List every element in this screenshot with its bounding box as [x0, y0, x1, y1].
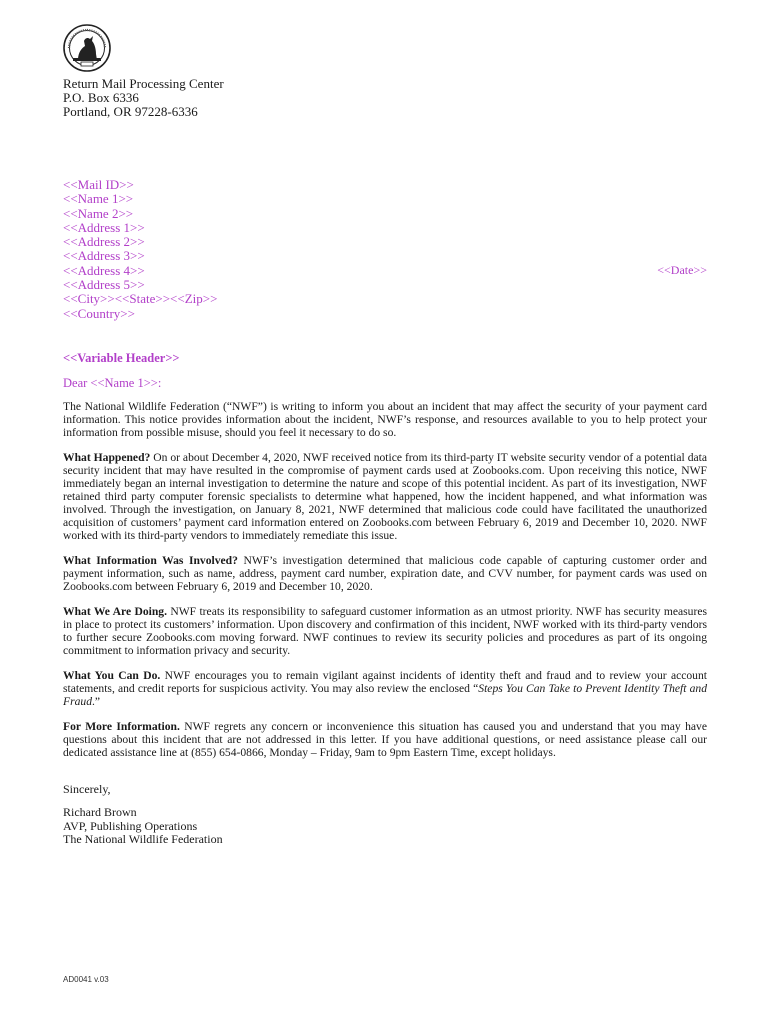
recipient-line: <<Mail ID>> — [63, 177, 134, 192]
letter-body — [63, 401, 707, 772]
return-address-line: P.O. Box 6336 — [63, 90, 139, 106]
return-address — [63, 77, 224, 120]
paragraph-text: NWF regrets any concern or inconvenience this situation has caused you and understand that you may have questions about this incident that are not addressed in this letter. If you have additional questions, or need assistance please call our dedicated assistance line at (855) 654-0866, Monday – Friday, 9am to 9pm Eastern Time, except holidays. — [63, 720, 707, 759]
recipient-line: <<Name 1>> — [63, 191, 134, 207]
paragraph-text-end: .” — [91, 694, 101, 708]
paragraph-text: NWF encourages you to remain vigilant against incidents of identity theft and fraud and to review your account statements, and credit reports for suspicious activity. You may also review the enclosed “ — [63, 668, 707, 695]
recipient-line: <<Address 4>> — [63, 262, 145, 278]
paragraph-intro — [63, 401, 707, 440]
variable-header: <<Variable Header>> — [63, 351, 180, 365]
recipient-line: <<City>><<State>><<Zip>> — [63, 291, 218, 307]
signer-title: AVP, Publishing Operations — [63, 818, 198, 833]
return-address-line: Return Mail Processing Center — [63, 76, 224, 91]
recipient-line: <<Address 5>> — [63, 277, 145, 293]
paragraph-heading: What We Are Doing. — [63, 604, 167, 618]
paragraph-what-we-are-doing — [63, 606, 707, 658]
paragraph-text: NWF’s investigation determined that malicious code capable of capturing customer order and payment information, such as name, address, payment card number, expiration date, and CVV number, for payment cards was used on Zoobooks.com between February 6, 2019 and December 10, 2020. — [63, 553, 707, 593]
signature-block — [63, 806, 223, 847]
recipient-line: <<Address 3>> — [63, 248, 145, 264]
paragraph-text: On or about December 4, 2020, NWF received notice from its third-party IT website security vendor of a potential data security incident that may have resulted in the compromise of payment cards used at Zoobooks.com. Upon receiving this notice, NWF immediately began an internal investigation to determine the nature and scope of this potential incident. As part of its investigation, NWF retained third party computer forensic specialists to determine what happened, how the incident happened, and what information was involved. Through the investigation, on January 8, 2021, NWF determined that malicious code could have facilitated the unauthorized acquisition of customers’ payment card information entered on Zoobooks.com between February 6, 2019 and December 10, 2020. NWF worked with its third-party vendors to immediately remediate this issue. — [63, 451, 708, 542]
enclosure-title: Steps You Can Take to Prevent Identity Theft and Fraud — [63, 681, 707, 708]
paragraph-heading: What Information Was Involved? — [63, 553, 238, 567]
paragraph-what-you-can-do — [63, 670, 707, 709]
paragraph-what-happened — [63, 452, 707, 542]
paragraph-information-involved — [63, 555, 707, 594]
recipient-line: <<Address 1>> — [63, 219, 145, 235]
closing: Sincerely, — [63, 782, 111, 796]
letter-date: <<Date>> — [657, 263, 707, 277]
signer-organization: The National Wildlife Federation — [63, 832, 223, 847]
salutation: Dear <<Name 1>>: — [63, 376, 162, 390]
paragraph-heading: What You Can Do. — [63, 668, 161, 682]
paragraph-heading: For More Information. — [63, 720, 180, 734]
paragraph-text: NWF treats its responsibility to safeguard customer information as an utmost priority. NWF has security measures in place to protect its customers’ information. Upon discovery and confirmation of this incident, NWF worked with its third-party vendors to further secure Zoobooks.com moving forward. NWF continues to review its security policies and procedures as part of its ongoing commitment to information privacy and security. — [63, 604, 707, 657]
paragraph-heading: What Happened? — [63, 451, 151, 465]
return-address-line: Portland, OR 97228-6336 — [63, 104, 198, 120]
document-code: AD0041 v.03 — [63, 975, 109, 984]
recipient-line: <<Address 2>> — [63, 234, 145, 250]
signer-name: Richard Brown — [63, 805, 137, 819]
paragraph-text: The National Wildlife Federation (“NWF”) is writing to inform you about an incident that may affect the security of your payment card information. This notice provides information about the incident, NWF’s response, and resources available to you to help protect your information from possible misuse, should you feel it necessary to do so. — [63, 400, 707, 439]
recipient-line: <<Name 2>> — [63, 205, 134, 221]
nwf-seal-icon — [63, 24, 111, 72]
paragraph-more-information — [63, 721, 707, 760]
recipient-line: <<Country>> — [63, 305, 135, 321]
recipient-address-block — [63, 178, 217, 321]
